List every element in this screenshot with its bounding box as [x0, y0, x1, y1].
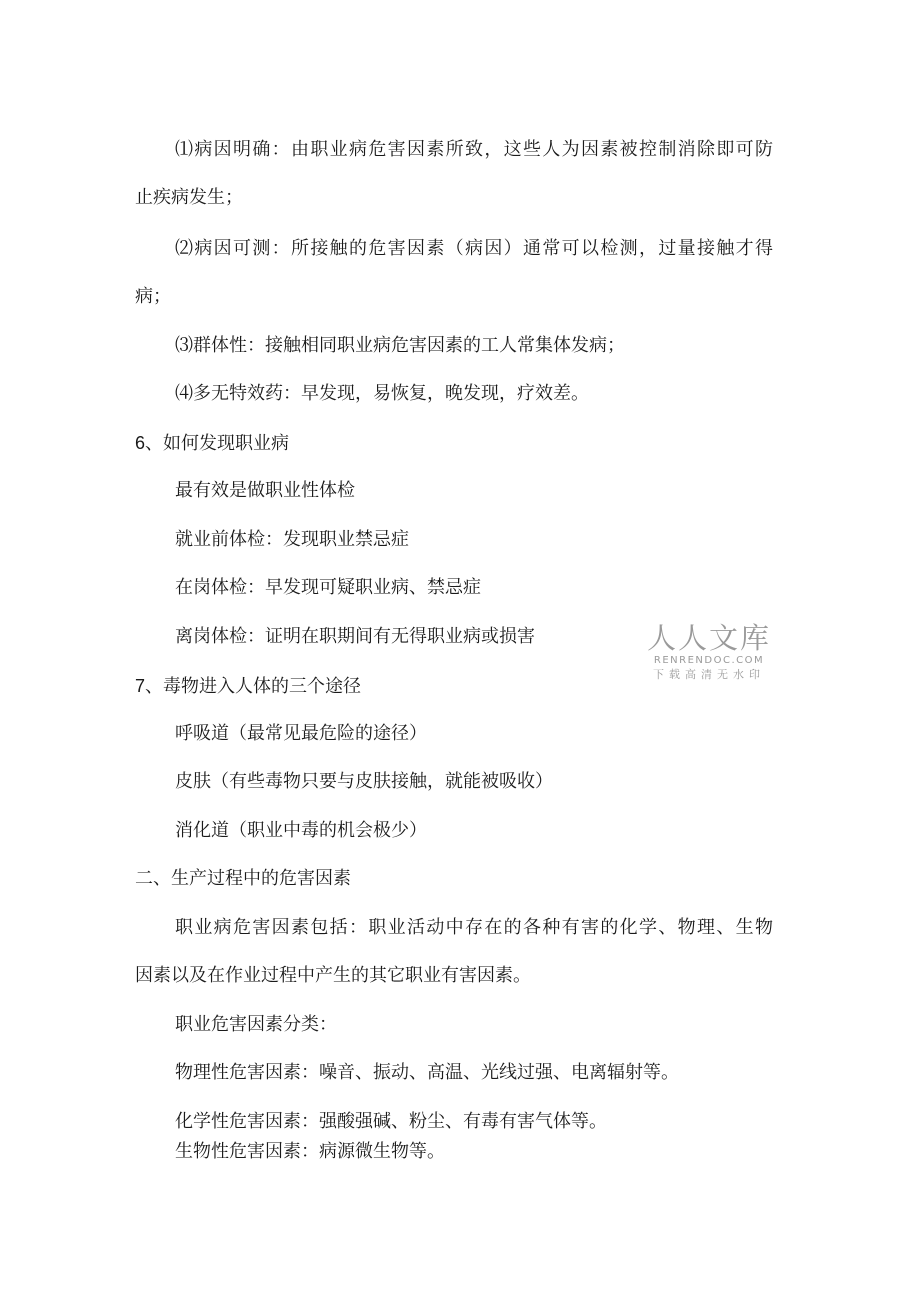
paragraph-line: 化学性危害因素：强酸强碱、粉尘、有毒有害气体等。: [175, 1111, 607, 1132]
paragraph-line: 离岗体检：证明在职期间有无得职业病或损害: [175, 626, 535, 647]
paragraph-line: ⑴病因明确：由职业病危害因素所致，这些人为因素被控制消除即可防: [175, 139, 773, 160]
watermark-subtitle: 下载高清无水印: [653, 668, 765, 681]
paragraph-line: 就业前体检：发现职业禁忌症: [175, 529, 409, 550]
paragraph-line: 呼吸道（最常见最危险的途径）: [175, 723, 427, 744]
paragraph-line: 在岗体检：早发现可疑职业病、禁忌症: [175, 577, 481, 598]
paragraph-line: 止疾病发生；: [135, 187, 243, 208]
section-heading: 7、毒物进入人体的三个途径: [135, 676, 362, 696]
paragraph-line: 病；: [135, 286, 171, 307]
watermark-domain: RENRENDOC.COM: [653, 655, 765, 666]
paragraph-line: ⑷多无特效药：早发现，易恢复，晚发现，疗效差。: [175, 383, 589, 404]
paragraph-line: 物理性危害因素：噪音、振动、高温、光线过强、电离辐射等。: [175, 1062, 679, 1083]
paragraph-line: 最有效是做职业性体检: [175, 480, 355, 501]
paragraph-line: 职业危害因素分类：: [175, 1014, 337, 1035]
section-heading: 二、生产过程中的危害因素: [135, 868, 351, 889]
paragraph-line: ⑵病因可测：所接触的危害因素（病因）通常可以检测，过量接触才得: [175, 238, 773, 259]
paragraph-line: 皮肤（有些毒物只要与皮肤接触，就能被吸收）: [175, 771, 553, 792]
watermark-title: 人人文库: [646, 621, 771, 655]
paragraph-line: 生物性危害因素：病源微生物等。: [175, 1141, 445, 1162]
paragraph-line: 消化道（职业中毒的机会极少）: [175, 820, 427, 841]
watermark-logo: [646, 622, 772, 682]
paragraph-line: 职业病危害因素包括：职业活动中存在的各种有害的化学、物理、生物: [175, 917, 773, 938]
section-heading: 6、如何发现职业病: [135, 433, 290, 453]
paragraph-line: 因素以及在作业过程中产生的其它职业有害因素。: [135, 965, 531, 986]
paragraph-line: ⑶群体性：接触相同职业病危害因素的工人常集体发病；: [175, 335, 625, 356]
